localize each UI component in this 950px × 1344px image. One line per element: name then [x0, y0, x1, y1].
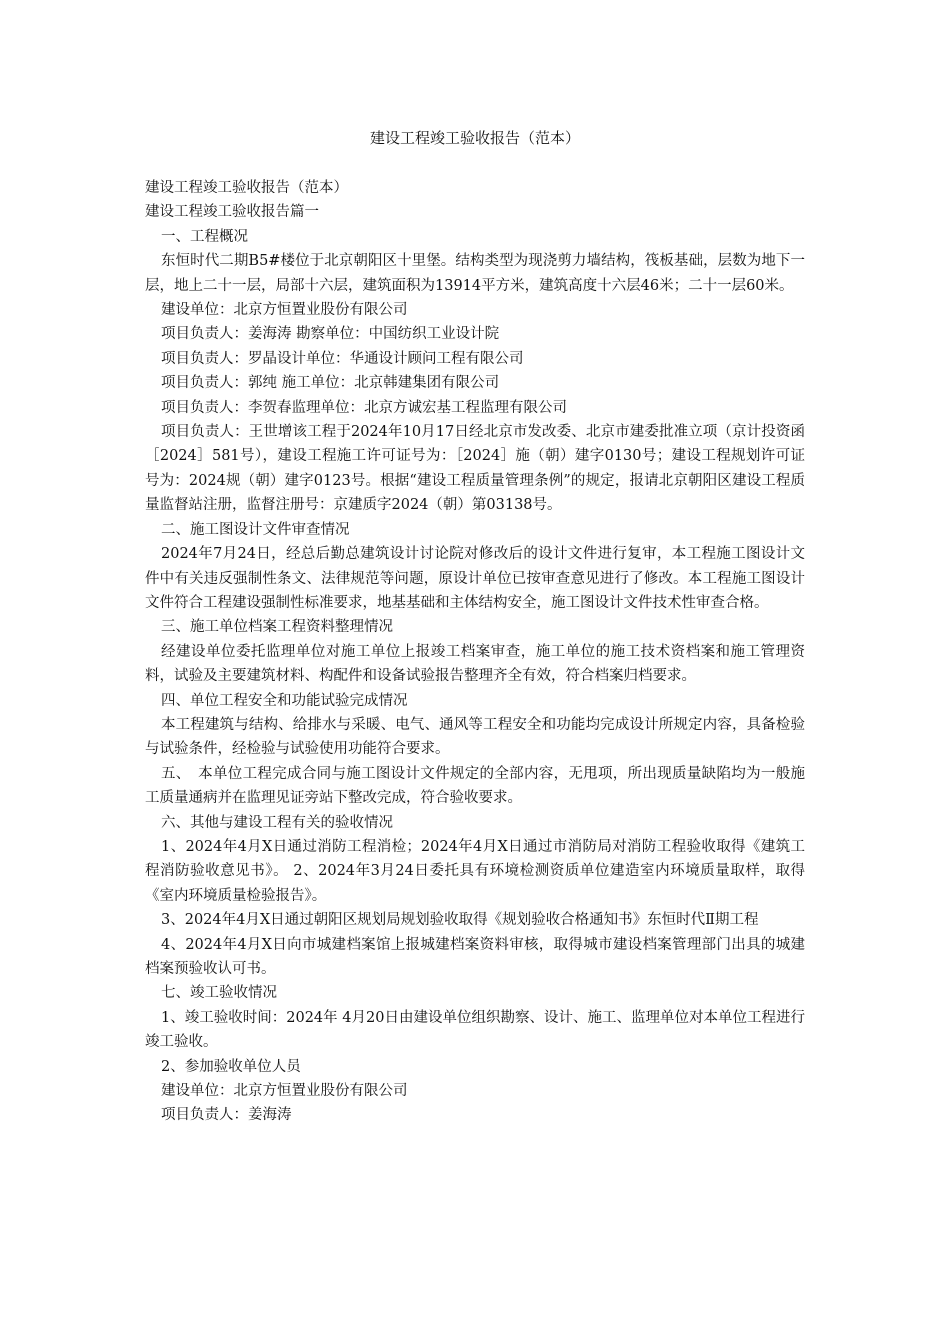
- page-title: 建设工程竣工验收报告（范本）: [369, 129, 580, 147]
- paragraph: 项目负责人：李贺春监理单位：北京方诚宏基工程监理有限公司: [161, 399, 567, 416]
- paragraph: 项目负责人：姜海涛 勘察单位：中国纺织工业设计院: [161, 326, 500, 343]
- document-body: [145, 176, 805, 1128]
- paragraph: 项目负责人：郭纯 施工单位：北京韩建集团有限公司: [161, 375, 500, 392]
- paragraph: 建设单位：北京方恒置业股份有限公司: [161, 1083, 408, 1100]
- paragraph: 本工程建筑与结构、给排水与采暖、电气、通风等工程安全和功能均完成设计所规定内容，具备检验与试验条件，经检验与试验使用功能符合要求。: [145, 716, 805, 758]
- paragraph: 1、2024年4月X日通过消防工程消检；2024年4月X日通过市消防局对消防工程验收取得《建筑工程消防验收意见书》。 2、2024年3月24日委托具有环境检测资质单位建造室内环境质量取样，取得《室内环境质量检验报告》。: [145, 838, 805, 904]
- section-heading-acceptance: 七、竣工验收情况: [161, 985, 277, 1002]
- section-heading-review: 二、施工图设计文件审查情况: [161, 521, 350, 538]
- doc-heading: 建设工程竣工验收报告（范本）: [145, 180, 348, 196]
- paragraph: 3、2024年4月X日通过朝阳区规划局规划验收取得《规划验收合格通知书》东恒时代Ⅱ期工程: [161, 912, 759, 929]
- paragraph: 建设单位：北京方恒置业股份有限公司: [161, 302, 408, 319]
- section-heading-overview: 一、工程概况: [161, 228, 248, 245]
- section-heading-safety: 四、单位工程安全和功能试验完成情况: [161, 692, 408, 709]
- paragraph: 东恒时代二期B5#楼位于北京朝阳区十里堡。结构类型为现浇剪力墙结构，筏板基础，层数为地下一层，地上二十一层，局部十六层，建筑面积为13914平方米，建筑高度十六层46米；二十一层60米。: [145, 253, 805, 294]
- paragraph: 五、 本单位工程完成合同与施工图设计文件规定的全部内容，无甩项，所出现质量缺陷均为一般施工质量通病并在监理见证旁站下整改完成，符合验收要求。: [145, 765, 805, 807]
- paragraph: 项目负责人：姜海涛: [161, 1107, 292, 1124]
- section-heading-other: 六、其他与建设工程有关的验收情况: [161, 814, 393, 831]
- paragraph: 2024年7月24日，经总后勤总建筑设计讨论院对修改后的设计文件进行复审，本工程施工图设计文件中有关违反强制性条文、法律规范等问题，原设计单位已按审查意见进行了修改。本工程施工图设计文件符合工程建设强制性标准要求，地基基础和主体结构安全，施工图设计文件技术性审查合格。: [145, 546, 805, 611]
- paragraph: 4、2024年4月X日向市城建档案馆上报城建档案资料审核，取得城市建设档案管理部门出具的城建档案预验收认可书。: [145, 936, 805, 977]
- paragraph: 项目负责人：罗晶设计单位：华通设计顾问工程有限公司: [161, 350, 524, 367]
- doc-subheading: 建设工程竣工验收报告篇一: [145, 204, 319, 221]
- paragraph: 项目负责人：王世增该工程于2024年10月17日经北京市发改委、北京市建委批准立项（京计投资函［2024］581号），建设工程施工许可证号为：［2024］施（朝）建字0130号；建设工程规划许可证号为：2024规（朝）建字0123号。根据“建设工程质量管理条例”的规定，报请北京朝阳区建设工程质量监督站注册，监督注册号：京建质字2024（朝）第03138号。: [145, 424, 805, 514]
- paragraph: 2、参加验收单位人员: [161, 1058, 301, 1075]
- paragraph: 1、竣工验收时间：2024年 4月20日由建设单位组织勘察、设计、施工、监理单位对本单位工程进行竣工验收。: [145, 1009, 805, 1051]
- paragraph: 经建设单位委托监理单位对施工单位上报竣工档案审查，施工单位的施工技术资档案和施工管理资料，试验及主要建筑材料、构配件和设备试验报告整理齐全有效，符合档案归档要求。: [145, 643, 805, 685]
- section-heading-archives: 三、施工单位档案工程资料整理情况: [161, 619, 393, 636]
